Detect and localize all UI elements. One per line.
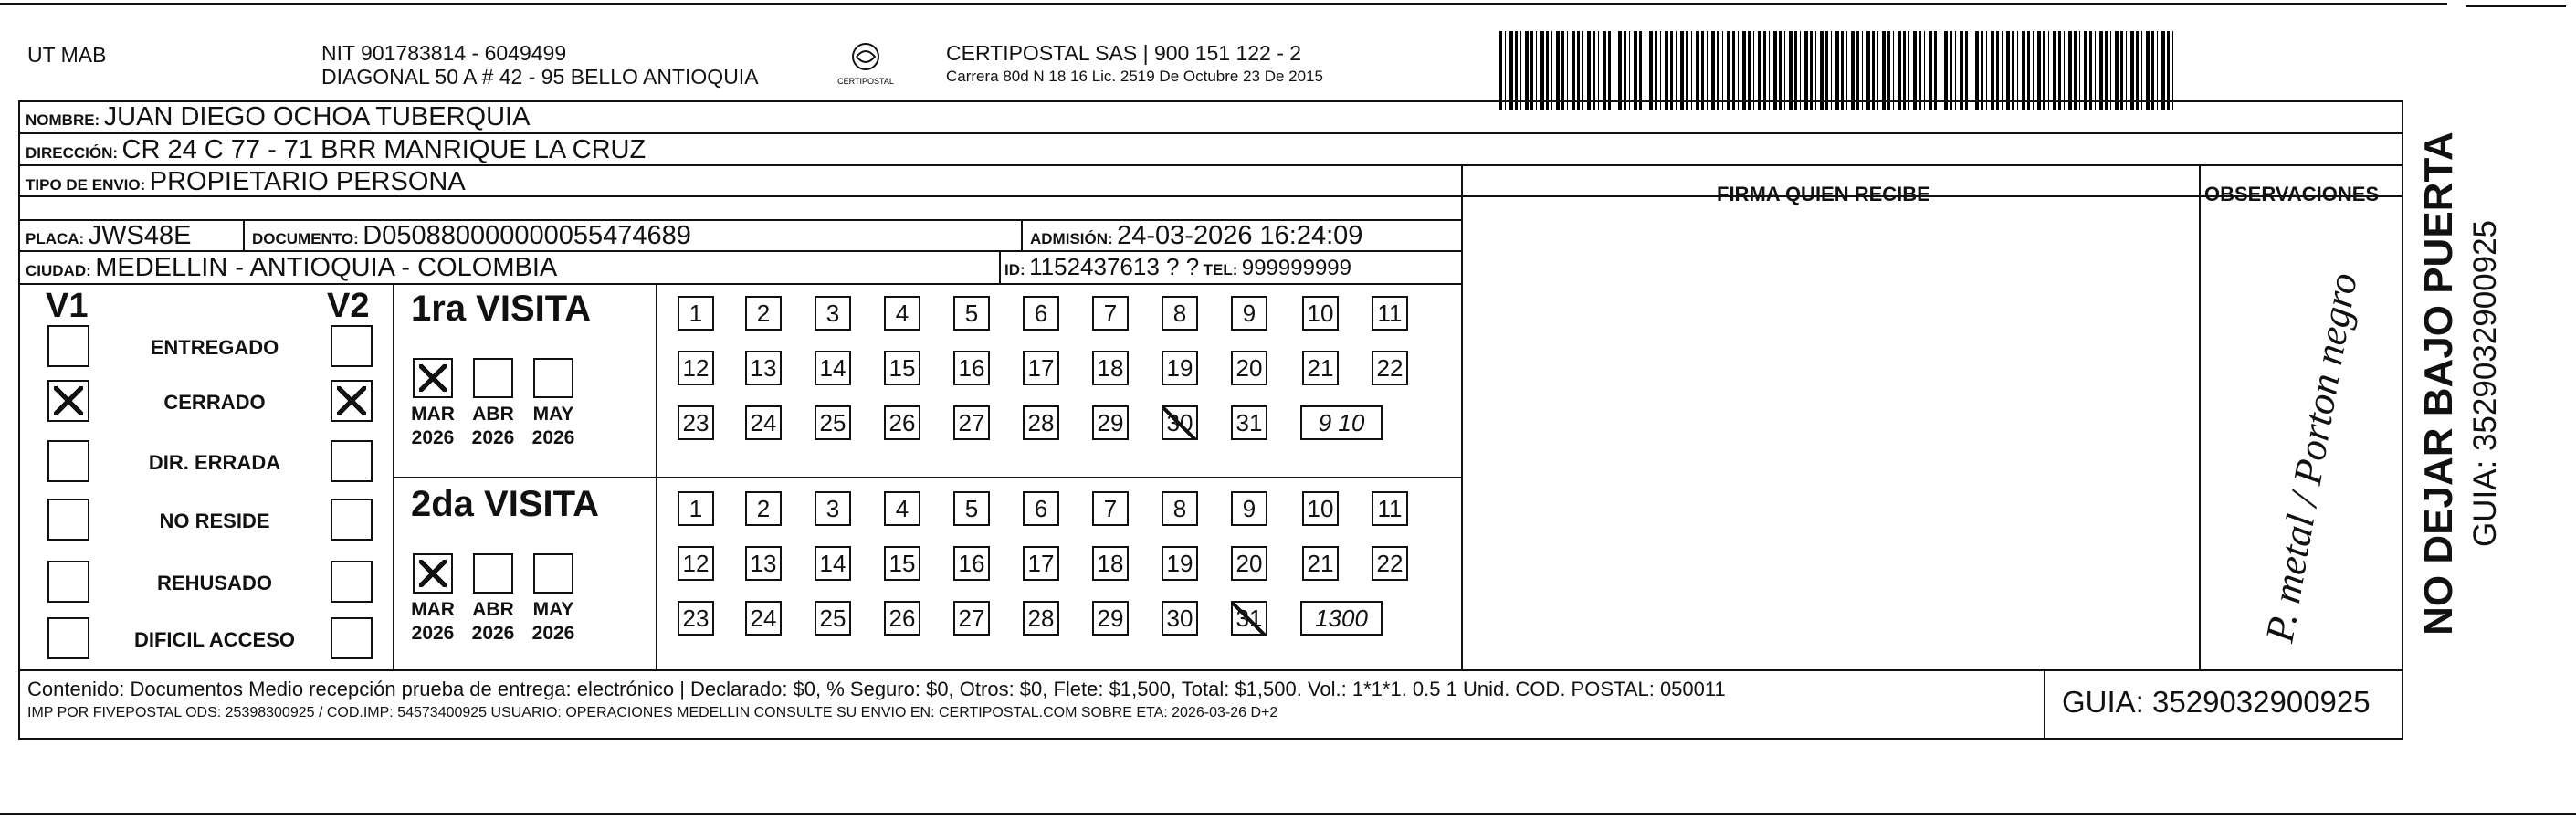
day-box[interactable]: 6	[1023, 491, 1059, 526]
firma-divider	[1461, 164, 1463, 669]
id-value: 1152437613 ? ?	[1029, 253, 1200, 280]
year-label: 2026	[411, 623, 455, 644]
admision-label: ADMISIÓN:	[1030, 230, 1113, 247]
v1-checkbox[interactable]	[47, 325, 89, 367]
placa-label: PLACA:	[26, 230, 85, 247]
day-box[interactable]: 19	[1162, 546, 1198, 581]
day-box[interactable]: 8	[1162, 296, 1198, 331]
day-box[interactable]: 5	[953, 296, 990, 331]
month-checkbox[interactable]	[533, 553, 573, 594]
v2-checkbox[interactable]	[331, 561, 373, 603]
direccion-value: CR 24 C 77 - 71 BRR MANRIQUE LA CRUZ	[121, 135, 647, 164]
day-box[interactable]: 9	[1231, 296, 1267, 331]
year-label: 2026	[471, 427, 515, 448]
day-box[interactable]: 28	[1023, 601, 1059, 636]
direccion-label: DIRECCIÓN:	[26, 144, 119, 162]
month-label: MAR	[411, 404, 455, 425]
day-box[interactable]: 21	[1302, 546, 1339, 581]
placa-cell	[26, 221, 192, 251]
day-box[interactable]: 18	[1092, 546, 1129, 581]
left-label: UT MAB	[27, 43, 107, 67]
year-label: 2026	[411, 427, 455, 448]
observaciones-label: OBSERVACIONES	[2204, 183, 2380, 205]
day-box[interactable]: 3	[815, 491, 851, 526]
documento-value: D050880000000055474689	[363, 221, 691, 250]
day-box[interactable]: 1	[678, 491, 714, 526]
month-checkbox[interactable]	[533, 358, 573, 398]
day-box[interactable]: 4	[884, 491, 920, 526]
observaciones-handwriting	[2228, 215, 2402, 653]
row-line	[18, 132, 2403, 134]
day-box[interactable]: 18	[1092, 351, 1129, 385]
day-box[interactable]: 17	[1023, 351, 1059, 385]
bottom-rule	[0, 813, 2576, 815]
day-box[interactable]: 24	[745, 601, 782, 636]
visit2-title: 2da VISITA	[411, 484, 599, 524]
documento-label: DOCUMENTO:	[252, 230, 359, 247]
side-no-dejar	[2416, 128, 2462, 639]
ciudad-value: MEDELLIN - ANTIOQUIA - COLOMBIA	[95, 253, 558, 282]
documento-cell	[252, 221, 691, 251]
imp-text: IMP POR FIVEPOSTAL ODS: 25398300925 / COD.IMP: 54573400925 USUARIO: OPERACIONES MEDELLIN CONSULTE SU ENVIO EN: CERTIPOSTAL.COM SOBRE ETA: 2026-03-26 D+2	[27, 705, 1278, 720]
ciudad-cell	[26, 253, 557, 283]
address-line: DIAGONAL 50 A # 42 - 95 BELLO ANTIOQUIA	[321, 65, 759, 89]
day-box[interactable]: 15	[884, 546, 920, 581]
row-line	[18, 669, 2403, 671]
side-guia	[2467, 128, 2504, 639]
status-label: NO RESIDE	[159, 510, 270, 532]
tel-label: TEL:	[1203, 261, 1238, 279]
placa-value: JWS48E	[88, 221, 192, 250]
time-box[interactable]: 1300	[1300, 601, 1383, 636]
ciudad-label: CIUDAD:	[26, 262, 91, 279]
time-box[interactable]: 9 10	[1300, 405, 1383, 440]
day-box[interactable]: 25	[815, 601, 851, 636]
day-box[interactable]: 11	[1372, 491, 1408, 526]
v2-checkbox[interactable]	[331, 499, 373, 541]
day-box[interactable]: 27	[953, 601, 990, 636]
day-box[interactable]: 19	[1162, 351, 1198, 385]
handwriting-icon	[2228, 215, 2402, 653]
month-label: ABR	[472, 404, 514, 425]
day-box[interactable]: 7	[1092, 296, 1129, 331]
tipo-row	[26, 167, 466, 197]
day-box[interactable]: 26	[884, 601, 920, 636]
nombre-value: JUAN DIEGO OCHOA TUBERQUIA	[103, 102, 531, 131]
day-box[interactable]: 23	[678, 601, 714, 636]
day-box[interactable]: 2	[745, 491, 782, 526]
id-divider	[999, 250, 1001, 283]
day-box[interactable]: 17	[1023, 546, 1059, 581]
month-label: MAY	[532, 404, 574, 425]
v2-checkbox[interactable]	[331, 440, 373, 482]
barcode	[1499, 31, 2173, 110]
top-rule	[0, 3, 2447, 5]
day-box[interactable]: 11	[1372, 296, 1408, 331]
day-box[interactable]: 15	[884, 351, 920, 385]
day-box[interactable]: 10	[1302, 296, 1339, 331]
direccion-row	[26, 135, 646, 165]
month-label: ABR	[472, 599, 514, 620]
day-box[interactable]: 20	[1231, 351, 1267, 385]
day-box[interactable]: 23	[678, 405, 714, 440]
day-box[interactable]: 29	[1092, 601, 1129, 636]
day-box[interactable]: 2	[745, 296, 782, 331]
day-box[interactable]: 14	[815, 351, 851, 385]
day-box[interactable]: 22	[1372, 546, 1408, 581]
v2-checkbox[interactable]	[331, 617, 373, 659]
year-label: 2026	[531, 427, 575, 448]
month-checkbox[interactable]	[413, 358, 453, 398]
admision-divider	[1021, 219, 1023, 250]
admision-cell	[1030, 221, 1362, 251]
status-label: DIFICIL ACCESO	[133, 628, 295, 651]
logo-icon	[833, 40, 899, 97]
visit1-title: 1ra VISITA	[411, 289, 592, 329]
day-box[interactable]: 14	[815, 546, 851, 581]
placa-divider	[243, 219, 245, 250]
day-box[interactable]: 1	[678, 296, 714, 331]
row-line	[18, 283, 1461, 285]
day-box[interactable]: 12	[678, 546, 714, 581]
day-box[interactable]: 7	[1092, 491, 1129, 526]
month-label: MAY	[532, 599, 574, 620]
nit-line: NIT 901783814 - 6049499	[321, 41, 567, 65]
day-box[interactable]: 26	[884, 405, 920, 440]
month-checkbox[interactable]	[473, 553, 513, 594]
day-box[interactable]: 21	[1302, 351, 1339, 385]
observaciones-text: P. metal / Porton negro	[2256, 269, 2366, 646]
v1-checkbox[interactable]	[47, 380, 89, 422]
side-guia-text: GUIA: 3529032900925	[2467, 219, 2503, 548]
day-box[interactable]: 16	[953, 546, 990, 581]
day-box[interactable]: 31	[1231, 405, 1267, 440]
license-line: Carrera 80d N 18 16 Lic. 2519 De Octubre 23 De 2015	[946, 68, 1323, 85]
month-checkbox[interactable]	[413, 553, 453, 594]
status-label: CERRADO	[163, 391, 266, 414]
month-checkbox[interactable]	[473, 358, 513, 398]
year-label: 2026	[531, 623, 575, 644]
nombre-row	[26, 102, 530, 132]
day-box[interactable]: 24	[745, 405, 782, 440]
day-box[interactable]: 8	[1162, 491, 1198, 526]
guia-footer: GUIA: 3529032900925	[2062, 685, 2371, 719]
day-box[interactable]: 6	[1023, 296, 1059, 331]
day-box[interactable]: 16	[953, 351, 990, 385]
obs-divider	[2199, 164, 2201, 669]
day-box[interactable]: 25	[815, 405, 851, 440]
day-box[interactable]: 3	[815, 296, 851, 331]
visit-divider	[393, 477, 1461, 478]
guia-divider	[2044, 669, 2045, 740]
day-box[interactable]: 13	[745, 351, 782, 385]
month-label: MAR	[411, 599, 455, 620]
edge-mark	[2466, 5, 2566, 7]
v2-checkbox[interactable]	[331, 325, 373, 367]
v1-checkbox[interactable]	[47, 617, 89, 659]
v2-checkbox[interactable]	[331, 380, 373, 422]
id-label: ID:	[1004, 261, 1025, 279]
admision-value: 24-03-2026 16:24:09	[1117, 221, 1363, 250]
nombre-label: NOMBRE:	[26, 111, 100, 129]
day-box[interactable]: 30	[1162, 405, 1198, 440]
day-box[interactable]: 29	[1092, 405, 1129, 440]
day-box[interactable]: 28	[1023, 405, 1059, 440]
day-box[interactable]: 20	[1231, 546, 1267, 581]
no-dejar-text: NO DEJAR BAJO PUERTA	[2416, 131, 2461, 636]
day-box[interactable]: 13	[745, 546, 782, 581]
v1-checkbox[interactable]	[47, 499, 89, 541]
day-box[interactable]: 4	[884, 296, 920, 331]
logo-text: CERTIPOSTAL	[837, 77, 894, 86]
status-label: ENTREGADO	[150, 336, 279, 359]
day-box[interactable]: 12	[678, 351, 714, 385]
company-line: CERTIPOSTAL SAS | 900 151 122 - 2	[946, 41, 1302, 65]
tel-value: 999999999	[1241, 256, 1351, 280]
id-cell	[1004, 253, 1351, 281]
v1-label: V1	[46, 287, 89, 325]
day-box[interactable]: 27	[953, 405, 990, 440]
v2-label: V2	[327, 287, 370, 325]
day-box[interactable]: 9	[1231, 491, 1267, 526]
status-label: DIR. ERRADA	[148, 451, 281, 474]
tipo-label: TIPO DE ENVIO:	[26, 176, 146, 194]
year-label: 2026	[471, 623, 515, 644]
v1-checkbox[interactable]	[47, 440, 89, 482]
certipostal-logo	[833, 40, 899, 97]
contenido-text: Contenido: Documentos Medio recepción prueba de entrega: electrónico | Declarado: $0, % Seguro: $0, Otros: $0, Flete: $1,500, Total: $1,500. Vol.: 1*1*1. 0.5 1 Unid. COD. POSTAL: 050011	[27, 678, 1726, 700]
day-box[interactable]: 31	[1231, 601, 1267, 636]
day-box[interactable]: 5	[953, 491, 990, 526]
day-box[interactable]: 30	[1162, 601, 1198, 636]
status-label: REHUSADO	[157, 572, 272, 594]
firma-label: FIRMA QUIEN RECIBE	[1717, 183, 1930, 205]
tipo-value: PROPIETARIO PERSONA	[149, 167, 466, 196]
day-box[interactable]: 10	[1302, 491, 1339, 526]
v1-checkbox[interactable]	[47, 561, 89, 603]
day-box[interactable]: 22	[1372, 351, 1408, 385]
